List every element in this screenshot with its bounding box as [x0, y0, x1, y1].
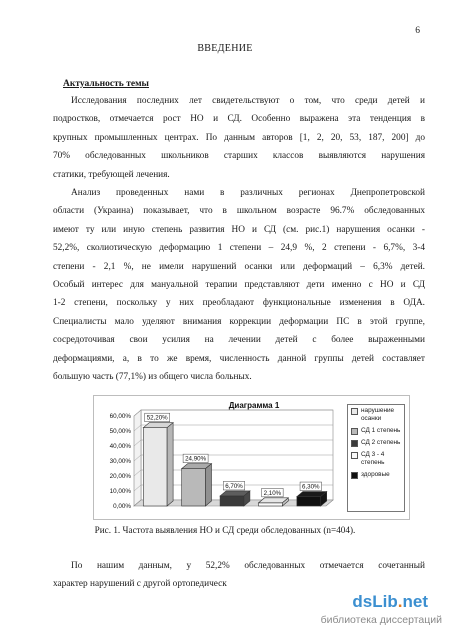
legend-item: [351, 451, 402, 467]
y-tick-label: 50,00%: [109, 428, 131, 436]
bar-1: [143, 428, 167, 506]
y-tick-label: 40,00%: [109, 443, 131, 451]
y-tick-label: 30,00%: [109, 458, 131, 466]
watermark-brand-main: dsLib: [352, 592, 398, 611]
bar-4: [258, 503, 282, 506]
legend-swatch: [351, 440, 358, 447]
paragraph-1: [53, 92, 425, 184]
text-line: подростков, отмечается рост НО и СД. Особенно выражена эта тенденция в: [53, 114, 425, 125]
legend-label: СД 3 - 4 степень: [361, 451, 385, 466]
text-line: имеют ту или иную степень развития НО и СД (см. рис.1) нарушения осанки -: [53, 224, 425, 235]
data-label: 6,70%: [225, 482, 243, 490]
legend-label: нарушение осанки: [361, 407, 395, 422]
bar-chart: [93, 395, 410, 520]
text-line: большую часть (77,1%) из общего числа больных.: [53, 371, 252, 382]
legend-swatch: [351, 408, 358, 415]
bar-3: [220, 496, 244, 506]
text-line: 70% обследованных школьников старших классов выявляются нарушения: [53, 151, 425, 162]
text-line: степени - 2,1 %, не имели нарушений осанки или деформаций – 6,3% детей.: [53, 261, 425, 272]
text-line: Анализ проведенных нами в различных регионах Днепропетровской: [71, 188, 425, 198]
legend-item: [351, 407, 402, 423]
legend-label: здоровые: [361, 471, 390, 478]
page-title: ВВЕДЕНИЕ: [197, 43, 253, 54]
y-tick-label: 10,00%: [109, 488, 131, 496]
bar-5: [297, 497, 321, 506]
watermark-tagline: библиотека диссертаций: [320, 614, 442, 626]
y-tick-label: 0,00%: [113, 503, 131, 511]
bar-side-1: [167, 423, 173, 506]
text-line: Специалисты мало уделяют внимания коррекции деформации ПС в этой группе,: [53, 316, 425, 327]
text-line: 52,2%, сколиотическую деформацию 1 степени – 24,9 %, 2 степени - 6,7%, 3-4: [53, 243, 425, 254]
paragraph-2: [53, 184, 425, 386]
text-line: Исследования последних лет свидетельствуют о том, что среди детей и: [71, 96, 425, 106]
bar-2: [182, 469, 206, 506]
text-line: 1-2 степени, поскольку у них преобладают функциональные изменения в ОДА.: [53, 298, 425, 309]
data-label: 24,90%: [185, 455, 207, 463]
chart-legend: [347, 404, 405, 512]
data-label: 2,10%: [263, 489, 282, 497]
bar-side-2: [206, 464, 212, 506]
page-number: 6: [415, 26, 420, 36]
legend-swatch: [351, 452, 358, 459]
legend-label: СД 1 степень: [361, 427, 401, 434]
legend-item: [351, 471, 402, 479]
data-label: 6,30%: [302, 483, 320, 491]
legend-swatch: [351, 428, 358, 435]
legend-item: [351, 427, 402, 435]
watermark-brand-tld: net: [402, 592, 428, 611]
legend-label: СД 2 степень: [361, 439, 401, 446]
text-line: Особый интерес для мануальной терапии представляют дети именно с НО и СД: [53, 279, 425, 290]
text-line: характер нарушений с другой ортопедическ: [53, 579, 227, 590]
watermark-brand: [352, 592, 428, 612]
text-line: деформациями, а, в то же время, численность данной группы детей составляет: [53, 353, 425, 364]
text-line: статики, требующей лечения.: [53, 169, 170, 180]
paragraph-3: [53, 557, 425, 594]
y-tick-label: 60,00%: [109, 413, 131, 421]
text-line: сосредоточивая свои усилия на лечении детей с более выраженными: [53, 335, 425, 346]
watermark-logo: [308, 592, 450, 632]
chart-title: Диаграмма 1: [228, 401, 280, 410]
data-label: 52,20%: [146, 414, 168, 422]
legend-item: [351, 439, 402, 447]
figure-caption: Рис. 1. Частота выявления НО и СД среди обследованных (n=404).: [94, 525, 356, 535]
legend-swatch: [351, 472, 358, 479]
watermark-brand-dot: .: [397, 592, 403, 611]
section-subheading: Актуальность темы: [63, 79, 149, 89]
text-line: По нашим данным, у 52,2% обследованных отмечается сочетанный: [71, 561, 425, 571]
y-tick-label: 20,00%: [109, 473, 131, 481]
text-line: области (Украина) показывает, что в школьном возрасте 96.7% обследованных: [53, 206, 425, 217]
text-line: крупных промышленных центрах. По данным авторов [1, 2, 20, 53, 187, 200] до: [53, 132, 425, 143]
